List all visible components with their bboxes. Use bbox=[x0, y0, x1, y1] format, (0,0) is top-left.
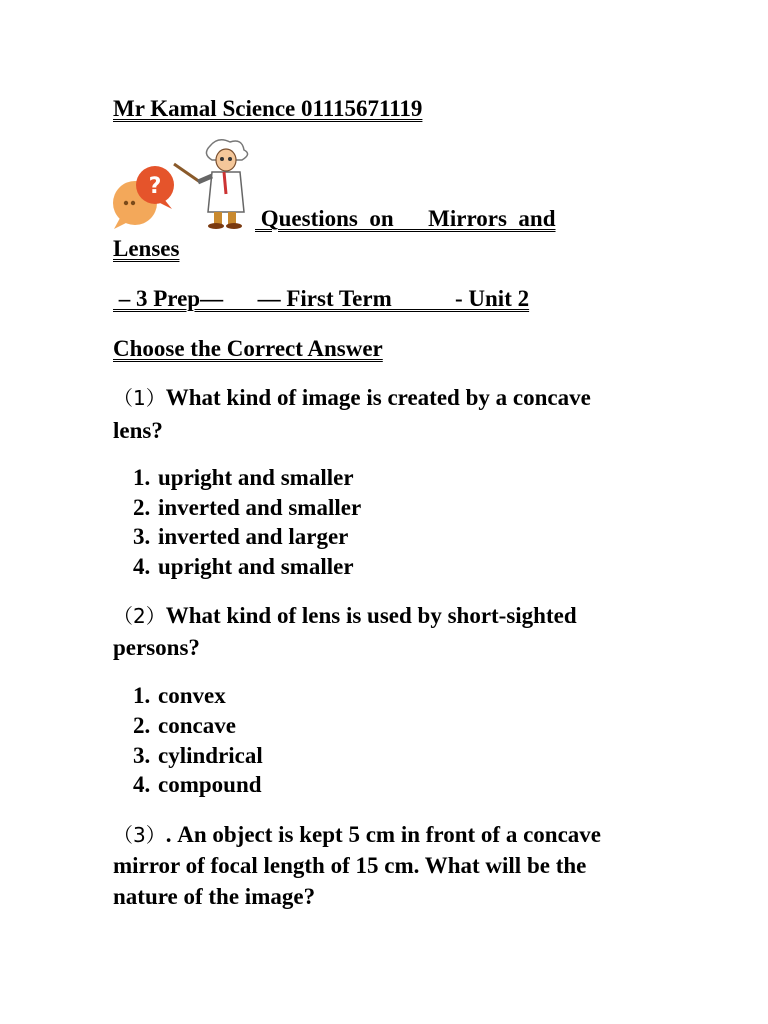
list-item: 2. inverted and smaller bbox=[133, 495, 362, 520]
title-line-1: Questions on Mirrors and bbox=[255, 206, 556, 231]
section-heading: Choose the Correct Answer bbox=[113, 336, 383, 361]
question-2 bbox=[113, 601, 577, 631]
question-3-line-3: nature of the image? bbox=[113, 884, 316, 909]
question-1-line-2: lens? bbox=[113, 418, 163, 443]
question-3 bbox=[113, 820, 601, 850]
question-number: （1） bbox=[113, 386, 166, 410]
list-item: 4. upright and smaller bbox=[133, 554, 354, 579]
question-text: What kind of image is created by a concave bbox=[165, 385, 591, 410]
list-item: 3. inverted and larger bbox=[133, 524, 349, 549]
professor-pointer-icon bbox=[172, 138, 260, 230]
question-number: （2） bbox=[113, 604, 166, 628]
question-text: . An object is kept 5 cm in front of a concave bbox=[165, 822, 601, 847]
list-item: 1. upright and smaller bbox=[133, 465, 354, 490]
list-item: 2. concave bbox=[133, 713, 236, 738]
svg-text:?: ? bbox=[148, 174, 162, 199]
question-number: （3） bbox=[113, 823, 166, 847]
subtitle: – 3 Prep— — First Term - Unit 2 bbox=[113, 286, 530, 311]
question-2-line-2: persons? bbox=[113, 635, 200, 660]
list-item: 3. cylindrical bbox=[133, 743, 263, 768]
list-item: 4. compound bbox=[133, 772, 262, 797]
question-3-line-2: mirror of focal length of 15 cm. What will be the bbox=[113, 853, 587, 878]
speech-bubble-question-icon bbox=[110, 163, 176, 231]
title-line-2: Lenses bbox=[113, 236, 180, 261]
question-text: What kind of lens is used by short-sighted bbox=[165, 603, 577, 628]
list-item: 1. convex bbox=[133, 683, 226, 708]
teacher-header: Mr Kamal Science 01115671119 bbox=[113, 96, 423, 121]
question-1 bbox=[113, 383, 591, 413]
